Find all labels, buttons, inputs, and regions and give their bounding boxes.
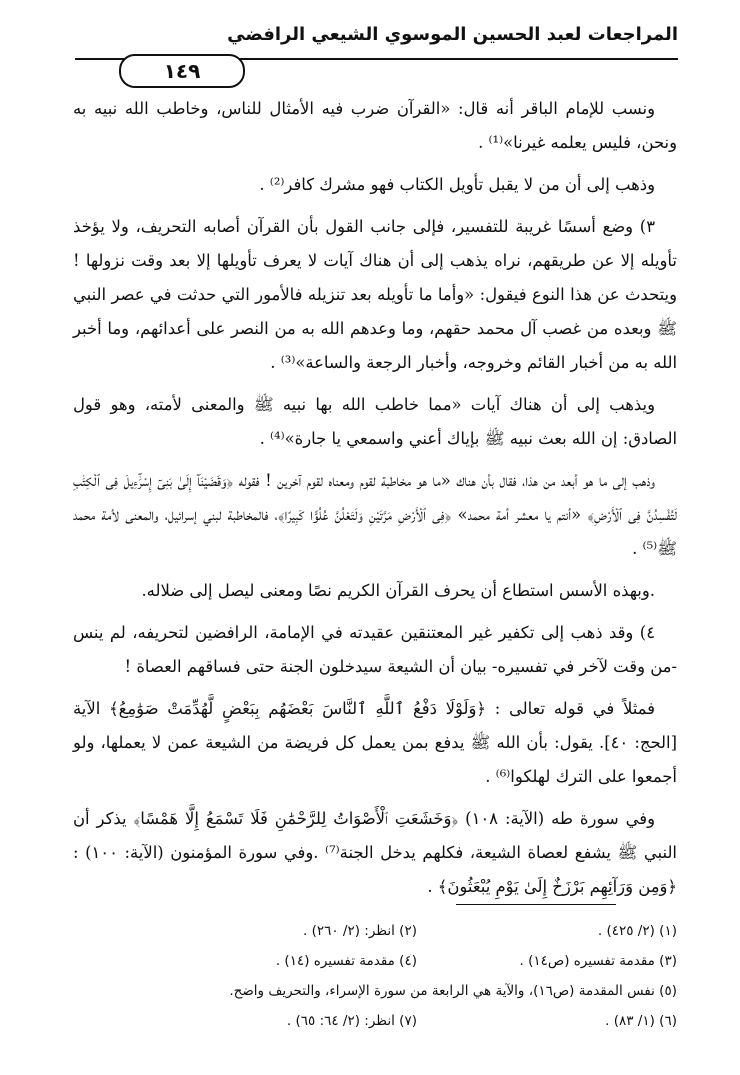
footnotes	[140, 916, 677, 1036]
footnote-5: (٥) نفس المقدمة (ص١٦)، والآية هي الرابعة من سورة الإسراء، والتحريف واضح.	[229, 983, 677, 999]
body-text	[73, 92, 677, 912]
paragraph: وذهب إلى ما هو أبعد من هذا، فقال بأن هناك «ما هو مخاطبة لقوم ومعناه لقوم آخرين ! فقوله ﴿وَقَضَيْنَآ إِلَىٰ بَنِىٓ إِسْرَٰٓءِيلَ فِى ٱلْكِتَٰبِ لَتُفْسِدُنَّ فِى ٱلْأَرْضِ﴾ «أنتم يا معشر أمة محمد» ﴿فِى ٱلْأَرْضِ مَرَّتَيْنِ وَلَتَعْلُنَّ عُلُوًّا كَبِيرًا﴾، فالمخاطبة لبني إسرائيل، والمعنى لأمة محمد ﷺ⁽⁵⁾ .	[73, 471, 677, 558]
footnote-7: (٧) انظر: (٢/ ٦٤: ٦٥) .	[286, 1013, 417, 1029]
running-title: المراجعات لعبد الحسين الموسوي الشيعي الرافضي	[227, 24, 678, 45]
footnote-separator	[456, 904, 616, 905]
paragraph: ويذهب إلى أن هناك آيات «مما خاطب الله بها نبيه ﷺ والمعنى لأمته، وهو قول الصادق: إن الله بعث نبيه ﷺ بإياك أعني واسمعي يا جارة»⁽⁴⁾ .	[73, 395, 677, 448]
paragraph: وذهب إلى أن من لا يقبل تأويل الكتاب فهو مشرك كافر⁽²⁾ .	[259, 175, 655, 194]
footnote-row	[140, 1006, 677, 1036]
paragraph: فمثلاً في قوله تعالى : ﴿وَلَوْلَا دَفْعُ ٱللَّهِ ٱلنَّاسَ بَعْضَهُم بِبَعْضٍ لَّهُدِّمَتْ صَوَٰمِعُ﴾ الآية [الحج: ٤٠]. يقول: بأن الله ﷺ يدفع بمن يعمل كل فريضة من الشيعة عمن لا يعملها، ولو أجمعوا على الترك لهلكوا⁽⁶⁾ .	[73, 699, 678, 786]
footnote-2: (٢) انظر: (٢/ ٢٦٠) .	[303, 923, 417, 939]
page-number-badge: ١٤٩	[119, 54, 245, 88]
paragraph: وفي سورة طه (الآية: ١٠٨) ﴿وَخَشَعَتِ ٱلْأَصْوَاتُ لِلرَّحْمَٰنِ فَلَا تَسْمَعُ إِلَّا هَمْسًا﴾ يذكر أن النبي ﷺ يشفع لعصاة الشيعة، فكلهم يدخل الجنة⁽⁷⁾ .وفي سورة المؤمنون (الآية: ١٠٠) : ﴿وَمِن وَرَآئِهِم بَرْزَخٌ إِلَىٰ يَوْمِ يُبْعَثُونَ﴾ .	[73, 809, 677, 896]
footnote-row	[140, 916, 677, 946]
footnote-1: (١) (٢/ ٤٢٥) .	[597, 923, 677, 939]
paragraph: ٤) وقد ذهب إلى تكفير غير المعتنقين عقيدته في الإمامة، الرافضين لتحريفه، لم ينس -من وقت لآخر في تفسيره- بيان أن الشيعة سيدخلون الجنة حتى فساقهم العصاة !	[73, 623, 677, 676]
paragraph: .وبهذه الأسس استطاع أن يحرف القرآن الكريم نصًا ومعنى ليصل إلى ضلاله.	[141, 581, 655, 600]
paragraph: ونسب للإمام الباقر أنه قال: «القرآن ضرب فيه الأمثال للناس، وخاطب الله نبيه به ونحن، فليس يعلمه غيرنا»⁽¹⁾ .	[73, 99, 677, 152]
footnote-row	[140, 946, 677, 976]
footnote-6: (٦) (١/ ٨٣) .	[605, 1013, 677, 1029]
footnote-3: (٣) مقدمة تفسيره (ص١٤) .	[519, 953, 677, 969]
footnote-4: (٤) مقدمة تفسيره (١٤) .	[275, 953, 417, 969]
paragraph: ٣) وضع أسسًا غريبة للتفسير، فإلى جانب القول بأن القرآن أصابه التحريف، ولا يؤخذ تأويله إلا عن طريقهم، نراه يذهب إلى أن هناك آيات لا يعرف تأويلها إلا بعد وقت نزولها ! ويتحدث عن هذا النوع فيقول: «وأما ما تأويله بعد تنزيله فالأمور التي حدثت في عصر النبي ﷺ وبعده من غصب آل محمد حقهم، وما وعدهم الله به من النصر على أعدائهم، وما أخبر الله به من أخبار القائم وخروجه، وأخبار الرجعة والساعة»⁽³⁾ .	[73, 217, 677, 372]
page-header	[75, 10, 678, 83]
